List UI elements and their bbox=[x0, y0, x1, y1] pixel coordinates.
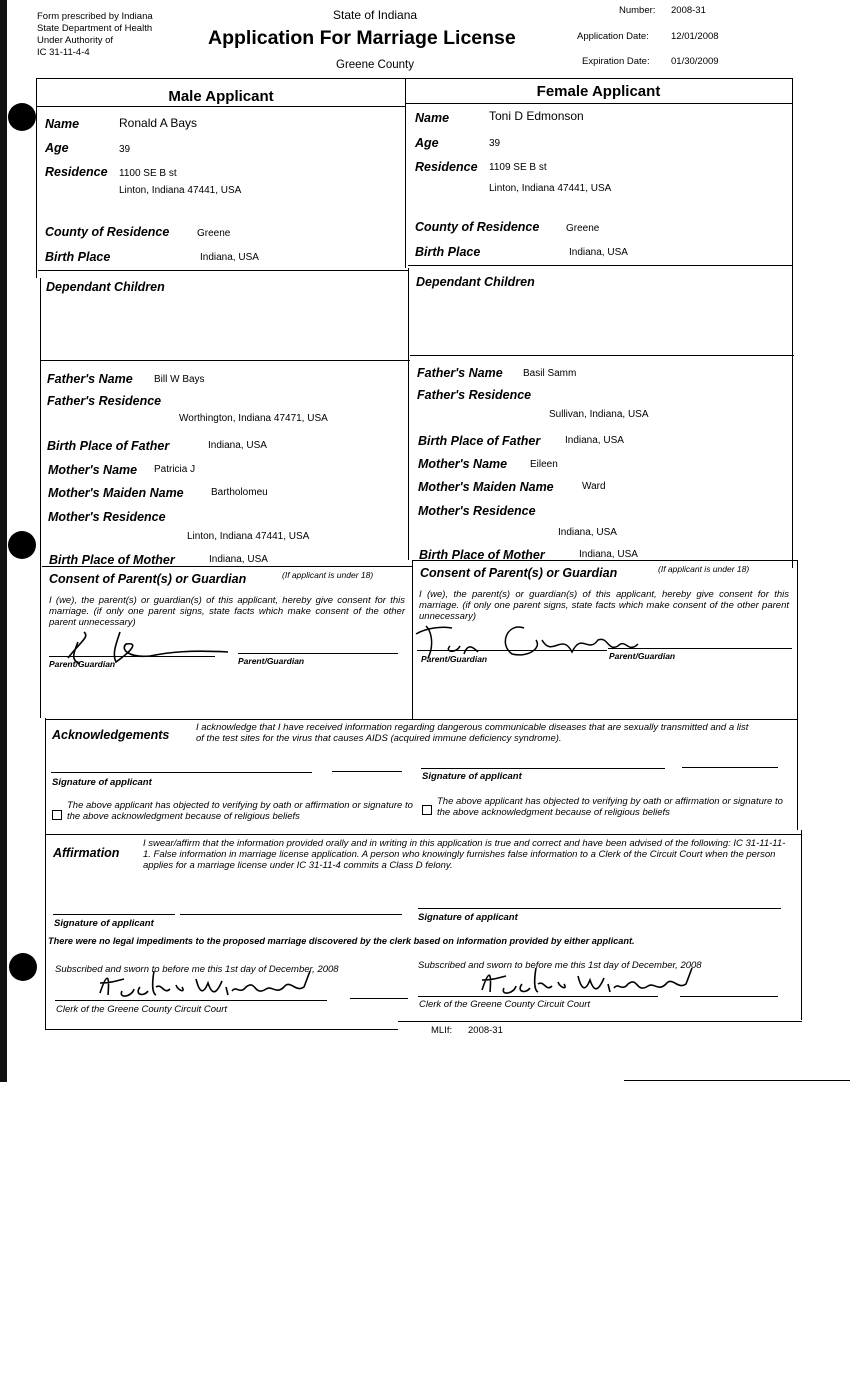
male-parent-signature bbox=[60, 622, 240, 672]
male-ack-signature-label: Signature of applicant bbox=[52, 777, 152, 788]
female-subscribed-text: Subscribed and sworn to before me this 1st day of December, 2008 bbox=[418, 960, 702, 971]
male-residence-line2: Linton, Indiana 47441, USA bbox=[119, 185, 242, 196]
female-residence-label: Residence bbox=[415, 160, 478, 174]
male-birth-place-father-value: Indiana, USA bbox=[208, 440, 267, 451]
authority-line: IC 31-11-4-4 bbox=[37, 47, 90, 58]
page-title: Application For Marriage License bbox=[208, 27, 516, 49]
header-row-line bbox=[405, 103, 792, 104]
female-residence-line2: Linton, Indiana 47441, USA bbox=[489, 183, 612, 194]
expiration-date-value: 01/30/2009 bbox=[671, 56, 719, 67]
number-value: 2008-31 bbox=[671, 5, 706, 16]
male-birth-place-father-label: Birth Place of Father bbox=[47, 439, 170, 453]
female-consent-note: (If applicant is under 18) bbox=[658, 564, 750, 574]
male-mothers-maiden-name-value: Bartholomeu bbox=[211, 487, 268, 498]
male-clerk-label: Clerk of the Greene County Circuit Court bbox=[56, 1004, 228, 1015]
male-residence-line1: 1100 SE B st bbox=[119, 168, 177, 179]
female-clerk-line bbox=[680, 996, 778, 997]
female-fathers-name-value: Basil Samm bbox=[523, 368, 577, 379]
frame-right-line bbox=[792, 78, 793, 568]
impediments-text: There were no legal impediments to the proposed marriage discovered by the clerk based on information provided by either applicant. bbox=[48, 936, 635, 946]
authority-line: Form prescribed by Indiana bbox=[37, 11, 153, 22]
male-dependant-children-label: Dependant Children bbox=[46, 280, 165, 294]
female-birth-place-value: Indiana, USA bbox=[569, 247, 628, 258]
female-clerk-line bbox=[418, 996, 658, 997]
male-aff-signature-line bbox=[180, 914, 402, 915]
male-parent-guardian-label: Parent/Guardian bbox=[238, 656, 305, 666]
mlif-label: MLIf: bbox=[431, 1025, 453, 1036]
male-mothers-maiden-name-label: Mother's Maiden Name bbox=[48, 486, 184, 500]
male-name-label: Name bbox=[45, 117, 80, 131]
female-parent-signature bbox=[412, 618, 652, 668]
male-fathers-name-label: Father's Name bbox=[47, 372, 133, 386]
section-line bbox=[45, 834, 802, 835]
male-fathers-name-value: Bill W Bays bbox=[154, 374, 205, 385]
column-divider bbox=[408, 268, 409, 560]
male-parent-guardian-label: Parent/Guardian bbox=[49, 659, 116, 669]
female-birth-place-mother-value: Indiana, USA bbox=[579, 549, 638, 560]
female-ack-signature-line bbox=[421, 768, 665, 769]
number-label: Number: bbox=[619, 5, 656, 16]
male-mothers-residence-label: Mother's Residence bbox=[48, 510, 166, 524]
frame-left-line bbox=[36, 78, 37, 278]
female-aff-signature-label: Signature of applicant bbox=[418, 912, 518, 923]
female-mothers-residence-value: Indiana, USA bbox=[558, 527, 617, 538]
male-aff-signature-line bbox=[53, 914, 175, 915]
male-mothers-residence-value: Linton, Indiana 47441, USA bbox=[187, 531, 310, 542]
frame-right-line bbox=[801, 830, 802, 1020]
female-dependant-children-label: Dependant Children bbox=[416, 275, 535, 289]
female-birth-place-mother-label: Birth Place of Mother bbox=[419, 548, 545, 562]
affirmation-label: Affirmation bbox=[53, 846, 120, 860]
frame-right-line bbox=[797, 560, 798, 830]
application-date-value: 12/01/2008 bbox=[671, 31, 719, 42]
female-parent-guardian-label: Parent/Guardian bbox=[421, 654, 488, 664]
male-birth-place-mother-value: Indiana, USA bbox=[209, 554, 268, 565]
male-county-value: Greene bbox=[197, 228, 231, 239]
female-fathers-residence-value: Sullivan, Indiana, USA bbox=[549, 409, 649, 420]
male-objection-checkbox[interactable] bbox=[52, 810, 62, 820]
female-aff-signature-line bbox=[418, 908, 781, 909]
section-line bbox=[45, 719, 798, 720]
acknowledgements-label: Acknowledgements bbox=[52, 728, 170, 742]
female-ack-signature-line bbox=[682, 767, 778, 768]
female-name-value: Toni D Edmonson bbox=[489, 109, 584, 123]
scan-edge bbox=[0, 0, 7, 1082]
male-ack-signature-line bbox=[332, 771, 402, 772]
male-ack-signature-line bbox=[51, 772, 312, 773]
female-mothers-residence-label: Mother's Residence bbox=[418, 504, 536, 518]
female-county-label: County of Residence bbox=[415, 220, 540, 234]
female-applicant-heading: Female Applicant bbox=[536, 83, 661, 100]
female-age-value: 39 bbox=[489, 138, 501, 149]
female-clerk-label: Clerk of the Greene County Circuit Court bbox=[419, 999, 591, 1010]
male-birth-place-mother-label: Birth Place of Mother bbox=[49, 553, 175, 567]
frame-bottom-line bbox=[398, 1021, 802, 1022]
male-name-value: Ronald A Bays bbox=[119, 116, 198, 130]
male-mothers-name-value: Patricia J bbox=[154, 464, 196, 475]
female-county-value: Greene bbox=[566, 223, 600, 234]
frame-left-line bbox=[40, 278, 41, 718]
header-row-line bbox=[36, 106, 406, 107]
frame-left-line bbox=[45, 718, 46, 1030]
male-consent-label: Consent of Parent(s) or Guardian bbox=[49, 572, 247, 586]
female-mothers-maiden-name-label: Mother's Maiden Name bbox=[418, 480, 554, 494]
acknowledgements-text: I acknowledge that I have received information regarding dangerous communicable diseases that are sexually transmitted and a list of the test sites for the virus that causes AIDS (acquired immune deficiency syndrome). bbox=[196, 722, 749, 744]
male-mothers-name-label: Mother's Name bbox=[48, 463, 138, 477]
scan-artifact-line bbox=[624, 1080, 850, 1081]
mlif-value: 2008-31 bbox=[468, 1025, 503, 1036]
male-clerk-signature bbox=[96, 965, 336, 1005]
female-fathers-name-label: Father's Name bbox=[417, 366, 503, 380]
male-consent-note: (If applicant is under 18) bbox=[282, 570, 374, 580]
male-subscribed-text: Subscribed and sworn to before me this 1st day of December, 2008 bbox=[55, 964, 339, 975]
female-mothers-maiden-name-value: Ward bbox=[582, 481, 606, 492]
male-applicant-heading: Male Applicant bbox=[168, 88, 274, 105]
frame-top-line bbox=[36, 78, 792, 79]
female-fathers-residence-label: Father's Residence bbox=[417, 388, 532, 402]
section-line bbox=[410, 355, 794, 356]
female-ack-signature-label: Signature of applicant bbox=[422, 771, 522, 782]
female-objection-text: The above applicant has objected to verifying by oath or affirmation or signature to the above acknowledgment because of religious beliefs bbox=[437, 796, 783, 818]
punch-hole bbox=[8, 531, 36, 559]
frame-bottom-line bbox=[45, 1029, 398, 1030]
header-county: Greene County bbox=[336, 59, 414, 71]
male-aff-signature-label: Signature of applicant bbox=[54, 918, 154, 929]
male-fathers-residence-value: Worthington, Indiana 47471, USA bbox=[179, 413, 328, 424]
punch-hole bbox=[8, 103, 36, 131]
application-date-label: Application Date: bbox=[577, 31, 649, 42]
male-age-label: Age bbox=[45, 141, 69, 155]
male-consent-text: I (we), the parent(s) or guardian(s) of this applicant, hereby give consent for this marriage. (if only one parent signs, state facts which make consent of the other parent unnecessary) bbox=[49, 595, 405, 628]
section-line bbox=[408, 265, 793, 266]
affirmation-text: I swear/affirm that the information provided orally and in writing in this application is true and correct and have been advised of the following: IC 31-11-11-1. False information in marriage license application. A person who knowingly furnishes false information to a Clerk of the Circuit Court when the person applies for a marriage license under IC 31-11-4 commits a Class D felony. bbox=[143, 838, 786, 871]
header-state: State of Indiana bbox=[333, 8, 418, 22]
female-mothers-name-label: Mother's Name bbox=[418, 457, 508, 471]
male-birth-place-value: Indiana, USA bbox=[200, 252, 259, 263]
section-line bbox=[40, 360, 410, 361]
authority-line: Under Authority of bbox=[37, 35, 114, 46]
punch-hole bbox=[9, 953, 37, 981]
expiration-date-label: Expiration Date: bbox=[582, 56, 650, 67]
male-county-label: County of Residence bbox=[45, 225, 170, 239]
authority-line: State Department of Health bbox=[37, 23, 153, 34]
male-age-value: 39 bbox=[119, 144, 131, 155]
male-residence-label: Residence bbox=[45, 165, 108, 179]
female-objection-checkbox[interactable] bbox=[422, 805, 432, 815]
female-consent-label: Consent of Parent(s) or Guardian bbox=[420, 566, 618, 580]
authority-block bbox=[37, 11, 153, 59]
male-fathers-residence-label: Father's Residence bbox=[47, 394, 162, 408]
female-mothers-name-value: Eileen bbox=[530, 459, 558, 470]
male-clerk-line bbox=[55, 1000, 327, 1001]
female-age-label: Age bbox=[415, 136, 439, 150]
female-parent-guardian-label: Parent/Guardian bbox=[609, 651, 676, 661]
male-objection-text: The above applicant has objected to verifying by oath or affirmation or signature to the above acknowledgment because of religious beliefs bbox=[67, 800, 413, 822]
female-birth-place-father-value: Indiana, USA bbox=[565, 435, 624, 446]
female-birth-place-label: Birth Place bbox=[415, 245, 481, 259]
female-birth-place-father-label: Birth Place of Father bbox=[418, 434, 541, 448]
male-birth-place-label: Birth Place bbox=[45, 250, 111, 264]
male-parent-signature-line bbox=[238, 653, 398, 654]
section-line bbox=[38, 270, 408, 271]
female-residence-line1: 1109 SE B st bbox=[489, 162, 547, 173]
male-clerk-line bbox=[350, 998, 408, 999]
female-name-label: Name bbox=[415, 111, 450, 125]
female-consent-text: I (we), the parent(s) or guardian(s) of this applicant, hereby give consent for this marriage. (if only one parent signs, state facts which make consent of the other parent unnecessary) bbox=[419, 589, 789, 622]
